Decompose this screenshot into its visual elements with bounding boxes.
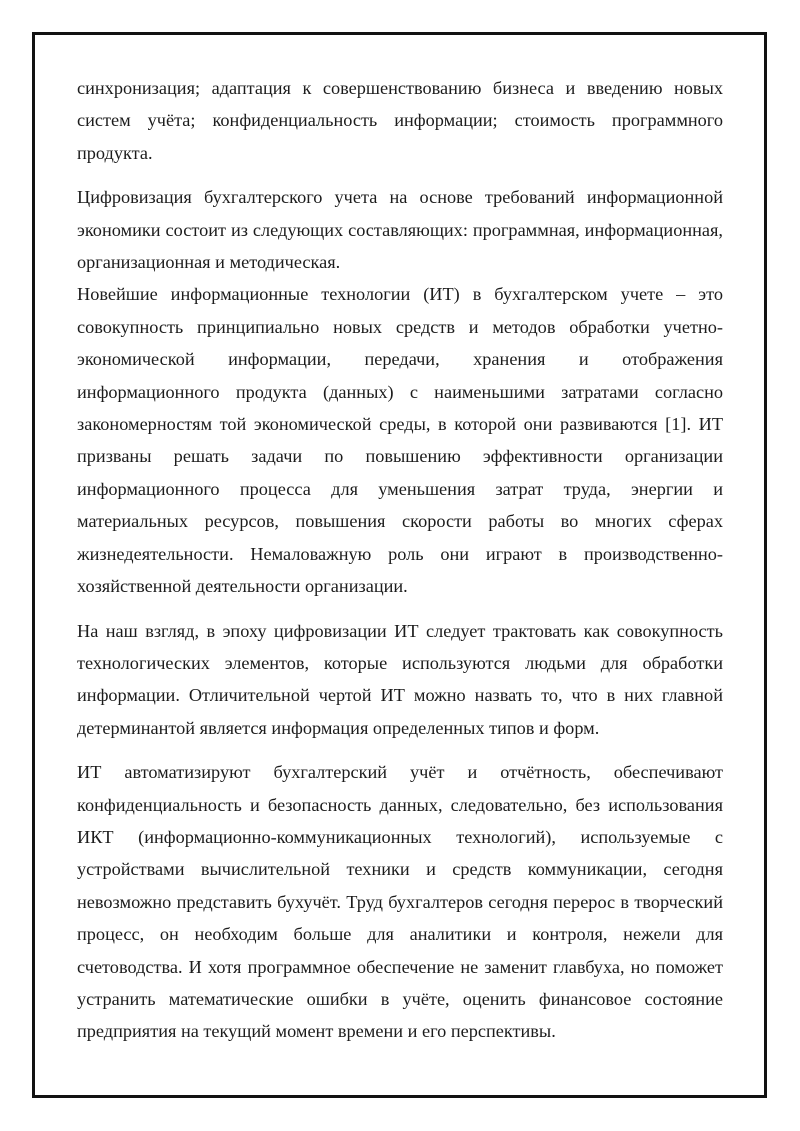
paragraph-2: Цифровизация бухгалтерского учета на основе требований информационной экономики состоит из следующих составляющих: программная, информационная, организационная и методическая. [77,187,723,273]
paragraph-3: Новейшие информационные технологии (ИТ) в бухгалтерском учете – это совокупность принципиально новых средств и методов обработки учетно-экономической информации, передачи, хранения и отображения информационного продукта (данных) с наименьшими затратами согласно закономерностям той экономической среды, в которой они развиваются [1]. ИТ призваны решать задачи по повышению эффективности организации информационного процесса для уменьшения затрат труда, энергии и материальных ресурсов, повышения скорости работы во многих сферах жизнедеятельности. Немаловажную роль они играют в производственно-хозяйственной деятельности организации. [77,284,723,597]
document-body [77,72,723,1048]
paragraph-5: ИТ автоматизируют бухгалтерский учёт и отчётность, обеспечивают конфиденциальность и безопасность данных, следовательно, без использования ИКТ (информационно-коммуникационных технологий), используемые с устройствами вычислительной техники и средств коммуникации, сегодня невозможно представить бухучёт. Труд бухгалтеров сегодня перерос в творческий процесс, он необходим больше для аналитики и контроля, нежели для счетоводства. И хотя программное обеспечение не заменит главбуха, но поможет устранить математические ошибки в учёте, оценить финансовое состояние предприятия на текущий момент времени и его перспективы. [77,762,723,1042]
paragraph-1: синхронизация; адаптация к совершенствованию бизнеса и введению новых систем учёта; конфиденциальность информации; стоимость программного продукта. [77,78,723,163]
paragraph-4: На наш взгляд, в эпоху цифровизации ИТ следует трактовать как совокупность технологических элементов, которые используются людьми для обработки информации. Отличительной чертой ИТ можно назвать то, что в них главной детерминантой является информация определенных типов и форм. [77,620,723,738]
